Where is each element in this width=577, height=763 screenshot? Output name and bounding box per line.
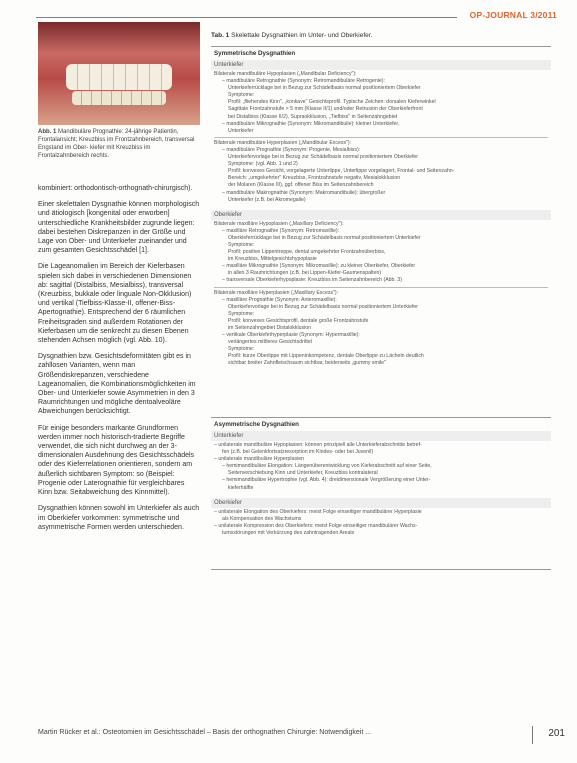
paragraph: kombiniert: orthodontisch-orthognath-chirurgisch).: [38, 185, 193, 192]
table-line: Seitenverschiebung Kinn und Unterkiefer, Kreuzbiss kontralateral: [228, 470, 378, 477]
table-section-symmetric: [211, 47, 551, 368]
table-line: Unterkieferrücklage bei in Bezug zur Schädelbasis normal positioniertem Oberkiefer: [228, 85, 421, 92]
figure-caption-label: Abb. 1: [38, 129, 57, 135]
table-cell: [211, 508, 551, 537]
table-line: Unterkiefer (z.B. bei Akromegalie): [228, 196, 306, 203]
article-citation: Martin Rücker et al.: Osteotomien im Gesichtsschädel – Basis der orthognathen Chirurgie: Notwendigkeit ...: [38, 729, 372, 736]
table-line: – hemimandibuläre Hypertrophie (vgl. Abb. 4): dreidimensionale Vergrößerung einer Unter-: [222, 477, 431, 484]
table-line: Sagittale Frontzahnstufe > 5 mm (Klasse II/1) und/oder Retrusion der Oberkieferfront: [228, 106, 423, 113]
table-line: in allen 3 Raumrichtungen (z.B. bei Lippen-Kiefer-Gaumenspalten): [228, 270, 382, 277]
table-line: – unilaterale mandibuläre Hypoplasien: können prinzipiell alle Unterkieferabschnitte betref-: [214, 442, 422, 448]
table-line: im Seitenzahngebiet Distalokklusion: [228, 325, 312, 331]
table-line: – unilaterale Elongation des Oberkiefers: meist Folge einseitiger mandibulärer Hyperplasie: [214, 508, 422, 515]
divider: [214, 287, 548, 288]
table-line: – mandibuläre Retrognathie (Synonym: Retromandibuläre Retrogenie):: [222, 78, 385, 85]
table-caption: [211, 32, 551, 40]
figure-caption: [38, 128, 200, 160]
table-line: – hemimandibuläre Elongation: Längenüberentwicklung von Kieferabschnitt auf einer Seite,: [222, 463, 432, 470]
table-line: – unilaterale mandibuläre Hyperplasien: [214, 456, 304, 463]
table-line: Oberkieferrücklage bei in Bezug zur Schädelbasis normal positioniertem Unterkiefer: [228, 234, 421, 241]
paragraph: Dysgnathien bzw. Gesichtsdeformitäten gibt es in zahllosen Varianten, wenn man Größendiskrepanzen, verschiedene Lageanomalien, die Kombinationsmöglichkeiten im Ober- und Unterkiefer sowie Asymmetrien in den 3 Raumrichtungen und mögliche dentoalveoläre Abweichungen berücksichtigt.: [38, 353, 196, 416]
figure-caption-text: Mandibuläre Prognathie: 24-jährige Patientin, Frontalansicht; Kreuzbiss im Frontzahnbereich, transversal Engstand im Ober- kiefer mit Kreuzbiss im Frontalzahnbereich rechts.: [38, 129, 195, 160]
section-title: Asymmetrische Dysgnathien: [214, 421, 299, 428]
table-cell: [211, 220, 551, 368]
table-line: bei Distalbiss (Klasse II/2), Supraokklusion, „Tiefbiss" in Seitenzahngebiet: [228, 113, 398, 120]
table-line: Symptome:: [228, 346, 255, 353]
table-line: – unilaterale Kompression des Oberkiefers: meist Folge einseitiger mandibulärer Wachs-: [214, 522, 418, 529]
table-line: fen (z.B. bei Gelenkfortsatzresorption im Kindes- oder bei Juvenil): [222, 449, 374, 456]
paragraph: Die Lageanomalien im Bereich der Kieferbasen spielen sich dabei in verschiedenen Dimensionen ab: sagittal (Distalbiss, Mesialbiss), transversal (Kreuzbiss, bukkale oder linguale Non-Okklusion) und vertikal (Tiefbiss-Klasse-II, offener-Biss-Apertognathie). Entsprechend der 6 räumlichen Freiheitsgraden sind außerdem Rotationen der Kieferbasen um die senkrecht zu diesen Ebenen stehenden Achsen möglich (vgl. Abb. 10).: [38, 263, 192, 345]
table-line: der Molaren (Klasse III), ggf. offener Biss im Seitenzahnbereich: [228, 182, 374, 189]
table-line: Profil: konvexes Gesicht, vorgelagerte Unterlippe, Unterlippe vorgelagert, Frontal- und Seitenzahn-: [228, 168, 455, 175]
section-title: Symmetrische Dysgnathien: [214, 50, 296, 57]
table-line: – maxilläre Mikrognathie (Synonym: Mikromaxillie): zu kleiner Oberkiefer, Oberkiefer: [222, 263, 416, 270]
table-line: Unterkiefervorlage bei in Bezug zur Schädelbasis normal positioniertem Oberkiefer: [228, 154, 419, 161]
table-line: Bilaterale maxilläre Hyperplasien („Maxillary Excess"):: [214, 289, 339, 296]
paragraph: Für einige besonders markante Grundformen werden immer noch historisch-tradierte Begriffe verwendet, die sich nicht durchweg an der 3-dimensionalen Ausdehnung des Gesichtsschädels oder des Kieferrelationen orientieren, sondern am äußerlich sichtbaren Symptom: so (Beispiel: Progenie oder Laterognathie für vergleichbares Kinn bzw. Seitabweichung des Kinnmittel).: [38, 424, 195, 497]
header-rule: [36, 17, 457, 18]
dysgnathia-table: [211, 46, 551, 570]
table-line: – mandibuläre Mikrognathie (Synonym: Mikromandibulie): kleiner Unterkiefer,: [222, 120, 400, 127]
footer-divider: [532, 726, 533, 744]
page-footer: [38, 726, 565, 744]
page-number: 201: [548, 728, 565, 739]
table-line: Symptome:: [228, 310, 255, 317]
table-line: im Kreuzbiss, Mittelgesichtshypoplasie: [228, 256, 317, 263]
paragraph: Dysgnathien können sowohl im Unterkiefer als auch im Oberkiefer vorkommen: symmetrische und asymmetrische Formen werden unterschieden.: [38, 505, 200, 531]
table-cell: [211, 441, 551, 492]
table-line: – transversale Oberkieferhypoplasie: Kreuzbiss im Seitenzahnbereich (Abb. 3): [222, 277, 402, 284]
group-subtitle: Unterkiefer: [211, 431, 551, 441]
table-line: Unterkiefer: [228, 127, 254, 134]
table-caption-label: Tab. 1: [211, 32, 230, 39]
table-line: Profil: „fliehendes Kinn", „konkave“ Gesichtsprofil. Typische Zeichen: dorsalen Kieferwinkel: [228, 99, 436, 106]
lower-teeth: [72, 91, 166, 105]
table-caption-text: Skelettale Dysgnathien im Unter- und Oberkiefer.: [231, 32, 373, 39]
table-line: Oberkiefervorlage bei in Bezug zur Schädelbasis normal positioniertem Unterkiefer: [228, 303, 419, 310]
table-line: Bilaterale mandibuläre Hyperplasien („Mandibular Excess"):: [214, 139, 352, 146]
table-line: Symptome: (vgl. Abb. 1 und 2): [228, 161, 298, 168]
table-line: – maxilläre Retrognathie (Synonym: Retromaxillie):: [222, 227, 340, 234]
group-subtitle: Oberkiefer: [211, 498, 551, 508]
table-line: Profil: kurze Oberlippe mit Lippeninkompetenz, dentale Oberlippe zu Lächeln deutlich: [228, 353, 424, 360]
table-line: – mandibuläre Makrognathie (Synonym: Makromandibulie): übergroßer: [222, 189, 386, 196]
clinical-photo: [38, 22, 200, 125]
table-line: Symptome:: [228, 92, 255, 99]
paragraph: Einer skelettalen Dysgnathie können morphologisch und ätiologisch [kongenital oder erworben] unterschiedliche Krankheitsbilder zugrunde liegen: dabei bestehen Diskrepanzen in der Größe und Lage von Ober- und Unterkiefer zueinander und zum gesamten Gesichtsschädel [1].: [38, 201, 200, 255]
table-section-asymmetric: [211, 417, 551, 537]
table-line: Bilaterale mandibuläre Hypoplasien („Mandibular Deficiency"):: [214, 71, 357, 77]
table-line: verlängertes mittleres Gesichtsdrittel: [228, 339, 312, 346]
table-line: Bilaterale maxilläre Hypoplasien („Maxillary Deficiency"):: [214, 220, 344, 227]
table-line: Bereich: „umgekehrter" Kreuzbiss, Frontzahnstufe negativ, Mesialokklusion: [228, 175, 401, 182]
page-header: [0, 6, 577, 22]
left-column: [38, 184, 200, 539]
table-line: – vertikale Oberkieferhyperplasie (Synonym: Hypermaxillie):: [222, 332, 360, 339]
table-line: Profil: konvexes Gesichtsprofil, dentale große Frontzahnstufe: [228, 317, 369, 324]
table-line: als Kompensation des Wachstums: [222, 515, 302, 522]
table-line: – mandibuläre Prognathie (Synonym: Progenie, Mesialbiss):: [222, 146, 361, 153]
table-line: Profil: positive Lippentreppe, dental umgekehrter Frontzahnüberbiss,: [228, 249, 386, 256]
table-line: – maxilläre Prognathie (Synonym: Anteromaxillie):: [222, 296, 337, 303]
group-subtitle: Oberkiefer: [211, 210, 551, 220]
upper-teeth: [66, 64, 172, 90]
divider: [214, 137, 548, 138]
journal-title: OP-JOURNAL 3/2011: [469, 10, 557, 20]
table-cell: [211, 70, 551, 204]
group-subtitle: Unterkiefer: [211, 60, 551, 70]
table-line: kieferhälfte: [228, 484, 254, 491]
table-line: sichtbar breiter Zahnfleischsaum sichtbar, beiderseits „gummy smile": [228, 360, 386, 367]
table-line: Symptome:: [228, 241, 255, 248]
table-line: tumsstörungen mit Verkürzung des zahntragenden Areals: [222, 529, 355, 536]
